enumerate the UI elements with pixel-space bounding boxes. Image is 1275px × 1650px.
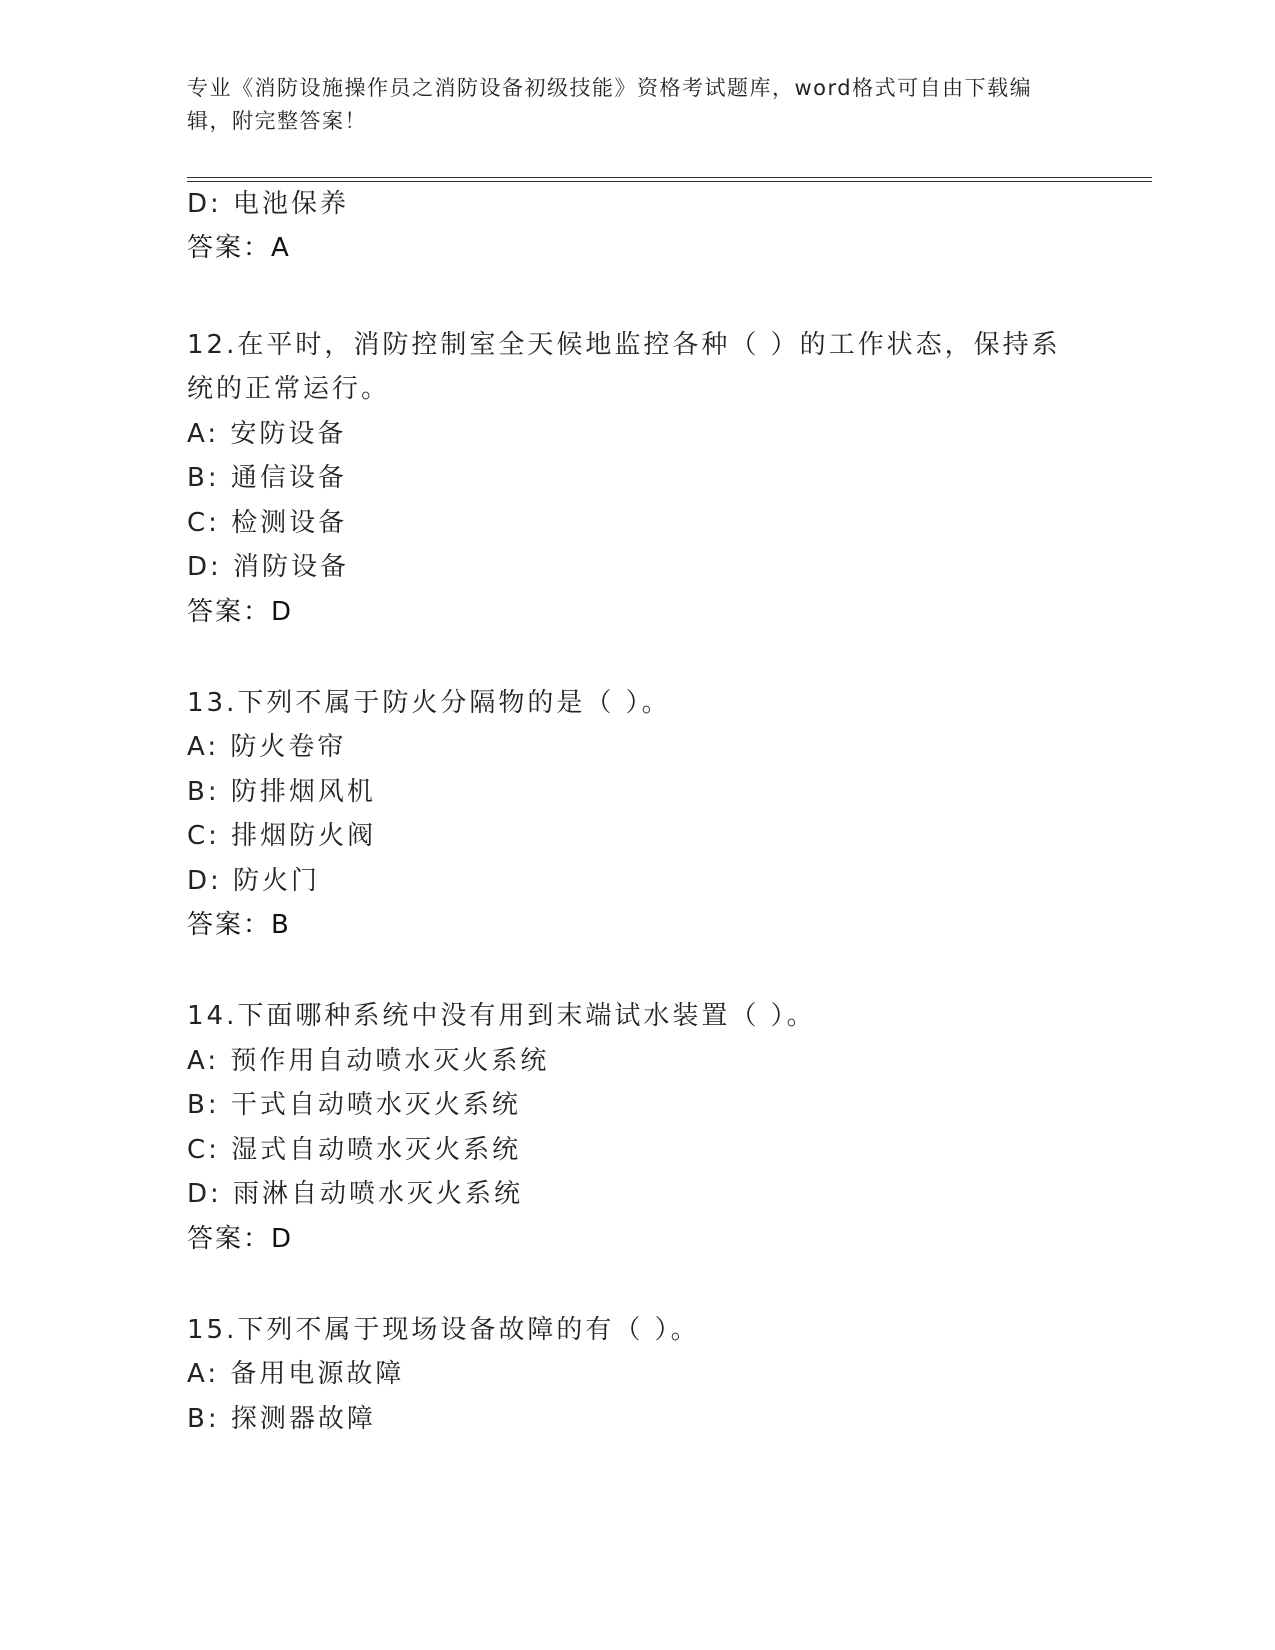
q14-option-a: A: 预作用自动喷水灭火系统 <box>187 1046 550 1076</box>
q14-option-c: C: 湿式自动喷水灭火系统 <box>187 1135 522 1165</box>
q12-option-a: A: 安防设备 <box>187 419 347 449</box>
q14-option-b: B: 干式自动喷水灭火系统 <box>187 1090 521 1120</box>
q13-option-d: D: 防火门 <box>187 866 321 896</box>
document-header: 专业《消防设施操作员之消防设备初级技能》资格考试题库，word格式可自由下载编辑，附完整答案！ <box>187 76 1033 133</box>
q13-stem: 13.下列不属于防火分隔物的是（ ）。 <box>187 688 671 718</box>
q14-option-d: D: 雨淋自动喷水灭火系统 <box>187 1179 524 1209</box>
q12-stem-line2: 统的正常运行。 <box>187 374 391 404</box>
q15-stem: 15.下列不属于现场设备故障的有（ ）。 <box>187 1315 700 1345</box>
q13-option-c: C: 排烟防火阀 <box>187 821 377 851</box>
q12-option-d: D: 消防设备 <box>187 552 350 582</box>
header-divider <box>187 177 1152 182</box>
q14-answer: 答案：D <box>187 1224 294 1254</box>
prev-answer: 答案：A <box>187 233 291 263</box>
q12-answer: 答案：D <box>187 597 294 627</box>
q12-stem-line1: 12.在平时，消防控制室全天候地监控各种（ ）的工作状态，保持系 <box>187 330 1061 360</box>
q13-answer: 答案：B <box>187 910 291 940</box>
q15-option-a: A: 备用电源故障 <box>187 1359 405 1389</box>
q12-option-b: B: 通信设备 <box>187 463 347 493</box>
q14-stem: 14.下面哪种系统中没有用到末端试水装置（ ）。 <box>187 1001 816 1031</box>
prev-option-d: D: 电池保养 <box>187 189 350 219</box>
q15-option-b: B: 探测器故障 <box>187 1404 376 1434</box>
q12-option-c: C: 检测设备 <box>187 508 348 538</box>
q13-option-b: B: 防排烟风机 <box>187 777 376 807</box>
q13-option-a: A: 防火卷帘 <box>187 732 347 762</box>
